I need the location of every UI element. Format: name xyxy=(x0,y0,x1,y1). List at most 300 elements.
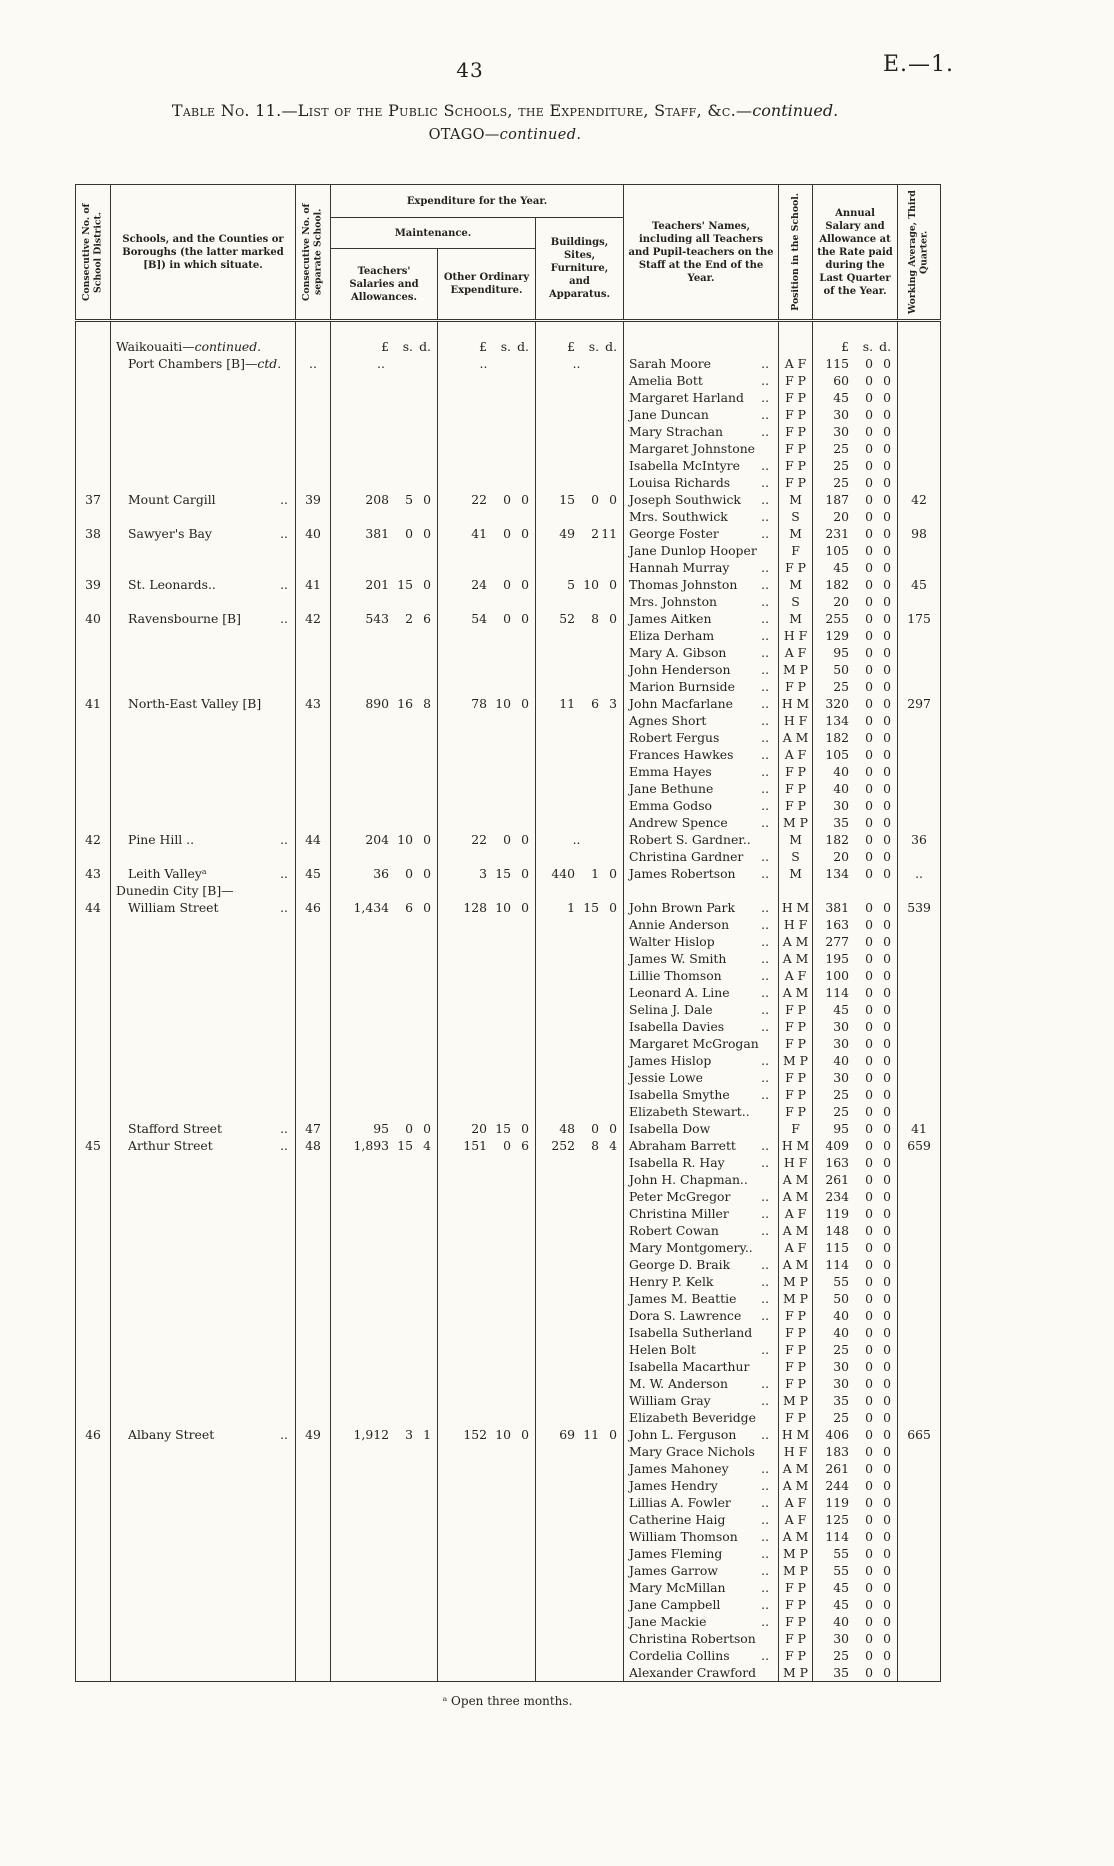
annual-salary: 30 0 0 xyxy=(813,1069,898,1086)
other-expenditure xyxy=(438,593,536,610)
maintenance-salaries xyxy=(331,1664,438,1682)
teacher-name xyxy=(624,457,779,474)
other-expenditure xyxy=(438,933,536,950)
teacher-name-text: Annie Anderson xyxy=(629,917,730,932)
maintenance-salaries xyxy=(331,1052,438,1069)
position: H M xyxy=(779,1426,813,1443)
school-cell xyxy=(111,1596,296,1613)
leader-dots: .. xyxy=(761,747,770,762)
school-cell xyxy=(111,950,296,967)
school-cell xyxy=(111,1103,296,1120)
buildings-expenditure xyxy=(536,1358,624,1375)
table-row xyxy=(76,1273,941,1290)
school-cell xyxy=(111,1256,296,1273)
school-cell xyxy=(111,1358,296,1375)
table-row xyxy=(76,1035,941,1052)
table-row xyxy=(76,695,941,712)
school-no xyxy=(296,661,331,678)
table-row xyxy=(76,1375,941,1392)
teacher-name xyxy=(624,916,779,933)
position: S xyxy=(779,848,813,865)
school-cell xyxy=(111,1375,296,1392)
leader-dots: .. xyxy=(761,1019,770,1034)
other-expenditure xyxy=(438,1358,536,1375)
working-average: 98 xyxy=(898,525,941,542)
school-cell xyxy=(111,1035,296,1052)
buildings-expenditure: 48 0 0 xyxy=(536,1120,624,1137)
leader-dots: .. xyxy=(761,1376,770,1391)
buildings-expenditure xyxy=(536,1103,624,1120)
teacher-name-text: Dora S. Lawrence xyxy=(629,1308,742,1323)
district-no xyxy=(76,474,111,491)
teacher-name-text: Cordelia Collins xyxy=(629,1648,730,1663)
school-no xyxy=(296,406,331,423)
leader-dots: .. xyxy=(761,951,770,966)
maintenance-salaries xyxy=(331,389,438,406)
school-cell xyxy=(111,423,296,440)
annual-salary: £ s. d. xyxy=(813,321,898,356)
teacher-name xyxy=(624,1562,779,1579)
other-expenditure xyxy=(438,1596,536,1613)
position: M xyxy=(779,525,813,542)
maintenance-salaries: .. xyxy=(331,355,438,372)
buildings-expenditure xyxy=(536,1511,624,1528)
other-expenditure xyxy=(438,1341,536,1358)
leader-dots: .. xyxy=(761,594,770,609)
district-no xyxy=(76,1392,111,1409)
buildings-expenditure xyxy=(536,1630,624,1647)
annual-salary: 320 0 0 xyxy=(813,695,898,712)
working-average xyxy=(898,1052,941,1069)
annual-salary: 261 0 0 xyxy=(813,1171,898,1188)
maintenance-salaries xyxy=(331,474,438,491)
teacher-name xyxy=(624,865,779,882)
school-no xyxy=(296,967,331,984)
school-cell xyxy=(111,967,296,984)
teacher-name xyxy=(624,1171,779,1188)
working-average: 36 xyxy=(898,831,941,848)
school-cell xyxy=(111,882,296,899)
teacher-name-text: John Henderson xyxy=(629,662,731,677)
buildings-expenditure xyxy=(536,1052,624,1069)
school-cell xyxy=(111,491,296,508)
maintenance-salaries xyxy=(331,1511,438,1528)
maintenance-salaries xyxy=(331,1290,438,1307)
teacher-name xyxy=(624,1324,779,1341)
working-average xyxy=(898,763,941,780)
teacher-name xyxy=(624,1579,779,1596)
buildings-expenditure: 11 6 3 xyxy=(536,695,624,712)
other-expenditure xyxy=(438,1613,536,1630)
maintenance-salaries: 890 16 8 xyxy=(331,695,438,712)
school-no xyxy=(296,1460,331,1477)
district-no xyxy=(76,1460,111,1477)
other-expenditure xyxy=(438,712,536,729)
school-no xyxy=(296,440,331,457)
school-cell xyxy=(111,1664,296,1682)
annual-salary: 40 0 0 xyxy=(813,1613,898,1630)
other-expenditure xyxy=(438,542,536,559)
teacher-name xyxy=(624,695,779,712)
position: F P xyxy=(779,1596,813,1613)
school-no xyxy=(296,1001,331,1018)
annual-salary: 40 0 0 xyxy=(813,1052,898,1069)
table-row xyxy=(76,712,941,729)
school-cell xyxy=(111,1171,296,1188)
working-average xyxy=(898,1035,941,1052)
working-average xyxy=(898,1494,941,1511)
school-cell xyxy=(111,848,296,865)
school-cell xyxy=(111,1205,296,1222)
working-average xyxy=(898,1477,941,1494)
table-row xyxy=(76,1256,941,1273)
other-expenditure xyxy=(438,474,536,491)
annual-salary: 100 0 0 xyxy=(813,967,898,984)
table-row xyxy=(76,542,941,559)
other-expenditure xyxy=(438,1664,536,1682)
teacher-name-text: Elizabeth Beveridge xyxy=(629,1410,756,1425)
school-no xyxy=(296,1052,331,1069)
annual-salary: 195 0 0 xyxy=(813,950,898,967)
leader-dots: .. xyxy=(761,1070,770,1085)
district-no xyxy=(76,1358,111,1375)
school-cell xyxy=(111,1018,296,1035)
other-expenditure xyxy=(438,440,536,457)
buildings-expenditure xyxy=(536,559,624,576)
school-no: 47 xyxy=(296,1120,331,1137)
buildings-expenditure xyxy=(536,1035,624,1052)
working-average xyxy=(898,440,941,457)
buildings-expenditure xyxy=(536,1018,624,1035)
school-name: William Street xyxy=(128,900,219,915)
other-expenditure xyxy=(438,1409,536,1426)
annual-salary: 95 0 0 xyxy=(813,1120,898,1137)
district-no xyxy=(76,321,111,356)
school-cell xyxy=(111,1630,296,1647)
working-average xyxy=(898,984,941,1001)
other-expenditure xyxy=(438,967,536,984)
teacher-name-text: Jessie Lowe xyxy=(629,1070,703,1085)
teacher-name-text: Emma Hayes xyxy=(629,764,712,779)
position: S xyxy=(779,593,813,610)
teacher-name xyxy=(624,1528,779,1545)
position: A M xyxy=(779,950,813,967)
school-name: Waikouaiti— xyxy=(116,339,195,354)
district-no xyxy=(76,882,111,899)
leader-dots: .. xyxy=(761,1529,770,1544)
other-expenditure xyxy=(438,644,536,661)
district-no xyxy=(76,1222,111,1239)
school-no xyxy=(296,1171,331,1188)
buildings-expenditure xyxy=(536,984,624,1001)
position: H F xyxy=(779,916,813,933)
school-no xyxy=(296,780,331,797)
district-no: 37 xyxy=(76,491,111,508)
working-average xyxy=(898,1358,941,1375)
district-no xyxy=(76,1069,111,1086)
teacher-name-text: James Fleming xyxy=(629,1546,723,1561)
maintenance-salaries xyxy=(331,1341,438,1358)
other-expenditure xyxy=(438,1256,536,1273)
maintenance-salaries xyxy=(331,406,438,423)
maintenance-salaries xyxy=(331,1188,438,1205)
position: M P xyxy=(779,1392,813,1409)
other-expenditure xyxy=(438,1001,536,1018)
school-cell xyxy=(111,525,296,542)
teacher-name xyxy=(624,1647,779,1664)
teacher-name-text: William Gray xyxy=(629,1393,711,1408)
table-row xyxy=(76,1341,941,1358)
other-expenditure xyxy=(438,559,536,576)
leader-dots: .. xyxy=(761,662,770,677)
working-average xyxy=(898,644,941,661)
teacher-name xyxy=(624,542,779,559)
buildings-expenditure: 49 2 11 xyxy=(536,525,624,542)
table-row xyxy=(76,1154,941,1171)
leader-dots: .. xyxy=(761,1580,770,1595)
other-expenditure xyxy=(438,1188,536,1205)
buildings-expenditure xyxy=(536,440,624,457)
leader-dots: .. xyxy=(761,1427,770,1442)
teacher-name-text: James Hislop xyxy=(629,1053,712,1068)
school-cell xyxy=(111,865,296,882)
district-no xyxy=(76,712,111,729)
school-no xyxy=(296,1103,331,1120)
district-no xyxy=(76,1528,111,1545)
buildings-expenditure xyxy=(536,474,624,491)
district-no xyxy=(76,1052,111,1069)
table-row xyxy=(76,1205,941,1222)
school-cell xyxy=(111,576,296,593)
position: H F xyxy=(779,712,813,729)
teacher-name-text: John Macfarlane xyxy=(629,696,733,711)
school-cell xyxy=(111,355,296,372)
working-average xyxy=(898,1205,941,1222)
header-district-no: Consecutive No. of School District. xyxy=(76,185,111,321)
teacher-name-text: Jane Mackie xyxy=(629,1614,707,1629)
position: A M xyxy=(779,1528,813,1545)
school-name: Albany Street xyxy=(128,1427,215,1442)
leader-dots: .. xyxy=(761,1002,770,1017)
other-expenditure: 54 0 0 xyxy=(438,610,536,627)
teacher-name-text: Amelia Bott xyxy=(629,373,703,388)
working-average: 45 xyxy=(898,576,941,593)
working-average xyxy=(898,1001,941,1018)
position: F P xyxy=(779,559,813,576)
maintenance-salaries xyxy=(331,967,438,984)
maintenance-salaries xyxy=(331,1545,438,1562)
buildings-expenditure xyxy=(536,712,624,729)
buildings-expenditure xyxy=(536,1001,624,1018)
working-average xyxy=(898,1579,941,1596)
teacher-name xyxy=(624,1154,779,1171)
teacher-name xyxy=(624,491,779,508)
district-no xyxy=(76,423,111,440)
working-average xyxy=(898,1392,941,1409)
school-cell xyxy=(111,1324,296,1341)
annual-salary: 231 0 0 xyxy=(813,525,898,542)
school-cell xyxy=(111,1120,296,1137)
teacher-name-text: Mary Montgomery.. xyxy=(629,1240,753,1255)
table-row xyxy=(76,1171,941,1188)
buildings-expenditure xyxy=(536,933,624,950)
teacher-name xyxy=(624,729,779,746)
working-average xyxy=(898,321,941,356)
school-no: 43 xyxy=(296,695,331,712)
school-no xyxy=(296,1630,331,1647)
leader-dots: .. xyxy=(761,577,770,592)
buildings-expenditure xyxy=(536,508,624,525)
school-cell xyxy=(111,797,296,814)
other-expenditure xyxy=(438,1392,536,1409)
annual-salary: 45 0 0 xyxy=(813,1579,898,1596)
table-row xyxy=(76,1103,941,1120)
teacher-name xyxy=(624,899,779,916)
annual-salary xyxy=(813,882,898,899)
school-cell xyxy=(111,661,296,678)
district-no xyxy=(76,1103,111,1120)
position: H M xyxy=(779,695,813,712)
annual-salary: 114 0 0 xyxy=(813,1256,898,1273)
teacher-name-text: Lillie Thomson xyxy=(629,968,722,983)
teacher-name-text: Christina Miller xyxy=(629,1206,729,1221)
district-no xyxy=(76,627,111,644)
table-row xyxy=(76,1001,941,1018)
annual-salary: 25 0 0 xyxy=(813,1086,898,1103)
buildings-expenditure xyxy=(536,1273,624,1290)
leader-dots: .. xyxy=(761,356,770,371)
leader-dots: .. xyxy=(761,1563,770,1578)
school-cell xyxy=(111,627,296,644)
teacher-name-text: Eliza Derham xyxy=(629,628,715,643)
page-title xyxy=(0,101,1010,120)
working-average xyxy=(898,797,941,814)
other-expenditure xyxy=(438,984,536,1001)
annual-salary: 95 0 0 xyxy=(813,644,898,661)
school-no: 40 xyxy=(296,525,331,542)
maintenance-salaries xyxy=(331,1528,438,1545)
annual-salary: 50 0 0 xyxy=(813,661,898,678)
working-average xyxy=(898,1273,941,1290)
working-average xyxy=(898,1511,941,1528)
leader-dots: .. xyxy=(761,1478,770,1493)
position: A M xyxy=(779,729,813,746)
maintenance-salaries xyxy=(331,1154,438,1171)
district-no xyxy=(76,1664,111,1682)
table-row xyxy=(76,950,941,967)
position: F P xyxy=(779,1086,813,1103)
school-cell xyxy=(111,542,296,559)
buildings-expenditure xyxy=(536,950,624,967)
district-no xyxy=(76,933,111,950)
teacher-name xyxy=(624,1069,779,1086)
position: M xyxy=(779,865,813,882)
leader-dots: .. xyxy=(280,1138,288,1153)
schools-table xyxy=(75,184,941,1682)
working-average xyxy=(898,1647,941,1664)
district-no xyxy=(76,508,111,525)
leader-dots: .. xyxy=(761,730,770,745)
maintenance-salaries xyxy=(331,882,438,899)
teacher-name-text: James W. Smith xyxy=(629,951,727,966)
maintenance-salaries xyxy=(331,508,438,525)
teacher-name-text: James Hendry xyxy=(629,1478,718,1493)
school-no xyxy=(296,1443,331,1460)
school-cell xyxy=(111,1273,296,1290)
school-cell xyxy=(111,1579,296,1596)
working-average xyxy=(898,508,941,525)
other-expenditure xyxy=(438,729,536,746)
leader-dots: .. xyxy=(761,815,770,830)
school-no xyxy=(296,1205,331,1222)
annual-salary: 25 0 0 xyxy=(813,1341,898,1358)
annual-salary: 115 0 0 xyxy=(813,1239,898,1256)
teacher-name xyxy=(624,1477,779,1494)
maintenance-salaries: 204 10 0 xyxy=(331,831,438,848)
other-expenditure xyxy=(438,1630,536,1647)
teacher-name-text: Mary A. Gibson xyxy=(629,645,727,660)
school-no: 39 xyxy=(296,491,331,508)
district-no: 44 xyxy=(76,899,111,916)
position: M P xyxy=(779,1562,813,1579)
school-no xyxy=(296,984,331,1001)
maintenance-salaries xyxy=(331,1409,438,1426)
maintenance-salaries xyxy=(331,797,438,814)
teacher-name-text: Mrs. Southwick xyxy=(629,509,728,524)
school-no xyxy=(296,678,331,695)
school-name-italic: continued. xyxy=(194,339,262,354)
leader-dots: .. xyxy=(761,1206,770,1221)
header-annual-salary: Annual Salary and Allowance at the Rate paid during the Last Quarter of the Year. xyxy=(813,185,898,321)
other-expenditure xyxy=(438,1154,536,1171)
district-no: 42 xyxy=(76,831,111,848)
position: F P xyxy=(779,1035,813,1052)
position: F P xyxy=(779,440,813,457)
annual-salary: 55 0 0 xyxy=(813,1273,898,1290)
working-average xyxy=(898,1664,941,1682)
maintenance-salaries xyxy=(331,1171,438,1188)
maintenance-salaries xyxy=(331,984,438,1001)
working-average xyxy=(898,1171,941,1188)
teacher-name-text: Jane Bethune xyxy=(629,781,714,796)
maintenance-salaries xyxy=(331,1086,438,1103)
maintenance-salaries xyxy=(331,1358,438,1375)
other-expenditure xyxy=(438,1307,536,1324)
annual-salary: 183 0 0 xyxy=(813,1443,898,1460)
annual-salary: 187 0 0 xyxy=(813,491,898,508)
teacher-name xyxy=(624,1001,779,1018)
other-expenditure xyxy=(438,1052,536,1069)
table-row xyxy=(76,729,941,746)
working-average xyxy=(898,814,941,831)
position: F P xyxy=(779,1579,813,1596)
position: H M xyxy=(779,1137,813,1154)
other-expenditure xyxy=(438,1239,536,1256)
teacher-name xyxy=(624,1630,779,1647)
working-average xyxy=(898,933,941,950)
position: A M xyxy=(779,1222,813,1239)
leader-dots: .. xyxy=(761,849,770,864)
table-row xyxy=(76,967,941,984)
table-row xyxy=(76,1392,941,1409)
table-row xyxy=(76,1460,941,1477)
school-cell xyxy=(111,678,296,695)
annual-salary: 20 0 0 xyxy=(813,848,898,865)
table-row xyxy=(76,1069,941,1086)
school-no: 41 xyxy=(296,576,331,593)
district-no xyxy=(76,372,111,389)
teacher-name-text: Jane Dunlop Hooper xyxy=(629,543,757,558)
